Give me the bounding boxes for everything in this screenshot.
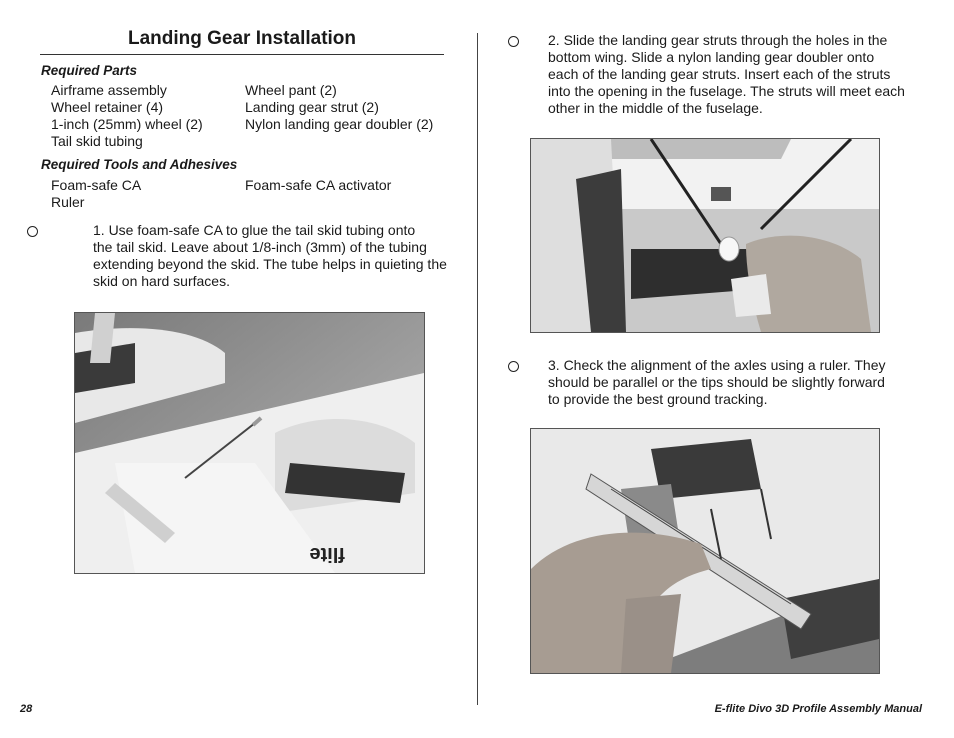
list-item: Landing gear strut (2) (245, 99, 379, 115)
landing-gear-struts-photo (530, 138, 880, 333)
required-tools-heading: Required Tools and Adhesives (41, 157, 238, 172)
list-item: Tail skid tubing (51, 133, 143, 149)
step-2-checkbox-icon[interactable] (508, 36, 519, 47)
axle-alignment-photo (530, 428, 880, 674)
step-3-checkbox-icon[interactable] (508, 361, 519, 372)
tail-skid-photo (74, 312, 425, 574)
list-item: 1-inch (25mm) wheel (2) (51, 116, 203, 132)
manual-title: E-flite Divo 3D Profile Assembly Manual (714, 703, 922, 715)
list-item: Foam-safe CA (51, 177, 142, 193)
parts-right-list (245, 82, 433, 133)
step-1-checkbox-icon[interactable] (27, 226, 38, 237)
list-item: Foam-safe CA activator (245, 177, 392, 193)
step-3-text: 3. Check the alignment of the axles using a ruler. They should be parallel or the tips should be slightly forward to provide the best ground tracking. (548, 357, 886, 407)
title-underline (40, 54, 444, 55)
list-item: Ruler (51, 194, 85, 210)
page-number: 28 (20, 703, 33, 715)
step-2-text: 2. Slide the landing gear struts through the holes in the bottom wing. Slide a nylon landing gear doubler onto each of the landing gear struts. Insert each of the struts into the opening in the fuselage. The struts will meet each other in the middle of the fuselage. (548, 32, 905, 116)
photo-decal-text: flite (309, 543, 345, 565)
list-item: Wheel pant (2) (245, 82, 337, 98)
list-item: Nylon landing gear doubler (2) (245, 116, 434, 132)
list-item: Wheel retainer (4) (51, 99, 164, 115)
required-parts-heading: Required Parts (41, 63, 138, 78)
list-item: Airframe assembly (51, 82, 167, 98)
tools-left-list (51, 177, 141, 211)
column-divider (477, 33, 478, 705)
parts-left-list (51, 82, 203, 150)
step-1-text: 1. Use foam-safe CA to glue the tail skid tubing onto the tail skid. Leave about 1/8-inch (3mm) of the tubing extending beyond the skid. The tube helps in quieting the skid on hard surfaces. (93, 222, 447, 289)
page-title: Landing Gear Installation (127, 28, 357, 49)
tools-right-list (245, 177, 391, 194)
